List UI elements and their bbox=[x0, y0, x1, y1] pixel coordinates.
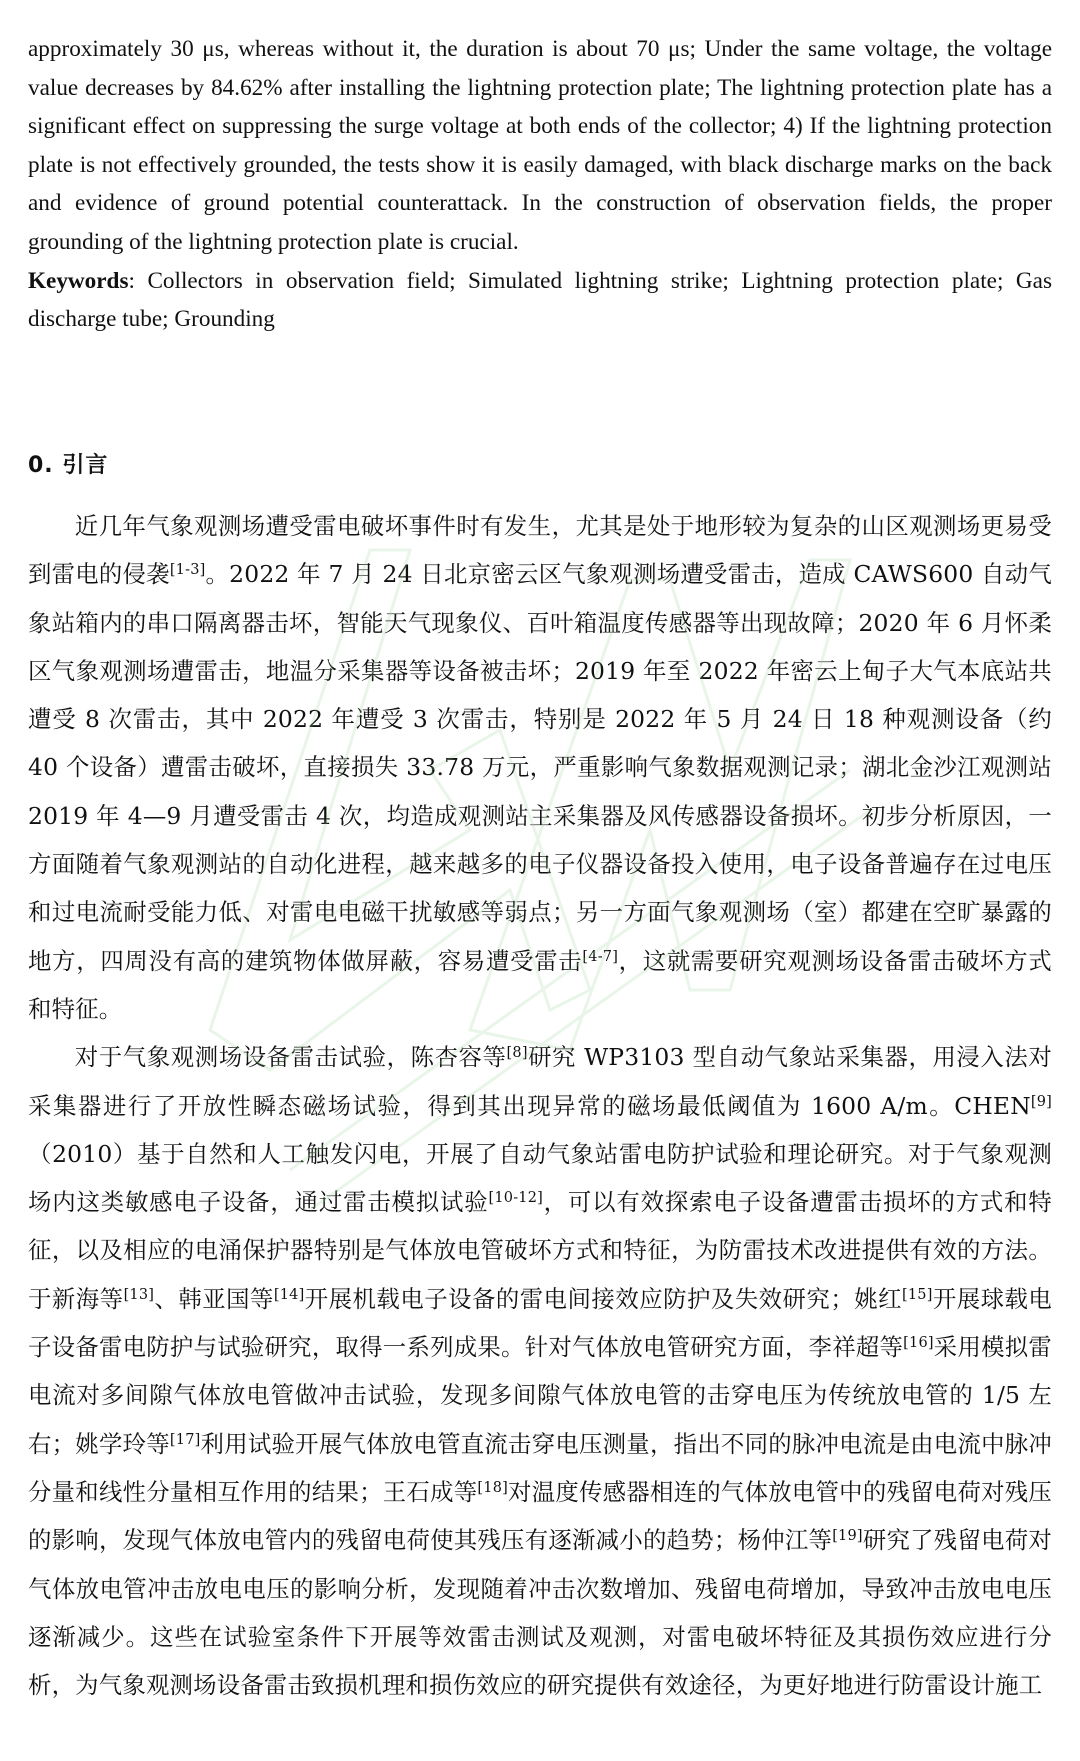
citation[interactable]: [1-3] bbox=[169, 562, 206, 579]
citation[interactable]: [17] bbox=[169, 1431, 201, 1448]
text-run: 对温度传感器相连的气体放电管中的残留电荷对残压的影响，发现气体放电管内的残留电荷使其残压有逐渐减小的趋势；杨仲江等 bbox=[28, 1477, 1052, 1555]
citation[interactable]: [8] bbox=[506, 1045, 528, 1062]
citation[interactable]: [4-7] bbox=[582, 948, 619, 965]
citation[interactable]: [9] bbox=[1030, 1093, 1052, 1110]
text-run: 。2022 年 7 月 24 日北京密云区气象观测场遭受雷击，造成 CAWS600 自动气象站箱内的串口隔离器击坏，智能天气现象仪、百叶箱温度传感器等出现故障；2020 年 6 月怀柔区气象观测场遭雷击，地温分采集器等设备被击坏；2019 年至 2022 年密云上甸子大气本底站共遭受 8 次雷击，其中 2022 年遭受 3 次雷击，特别是 2022 年 5 月 24 日 18 种观测设备（约 40 个设备）遭雷击破坏，直接损失 33.78 万元，严重影响气象数据观测记录；湖北金沙江观测站 2019 年 4—9 月遭受雷击 4 次，均造成观测站主采集器及风传感器设备损坏。初步分析原因，一方面随着气象观测站的自动化进程，越来越多的电子仪器设备投入使用，电子设备普遍存在过电压和过电流耐受能力低、对雷电电磁干扰敏感等弱点；另一方面气象观测场（室）都建在空旷暴露的地方，四周没有高的建筑物体做屏蔽，容易遭受雷击 bbox=[28, 560, 1052, 975]
citation[interactable]: [19] bbox=[832, 1528, 863, 1545]
text-run: ，这就需要研究观测场设备雷击破坏方式和特征。 bbox=[28, 946, 1052, 1023]
abstract-continuation: approximately 30 μs, whereas without it, the duration is about 70 μs; Under the same voltage, the voltage value decreases by 84.62% after installing the lightning protection plate; The lightning protection plate has a significant effect on suppressing the surge voltage at both ends of the collector; 4) If the lightning protection plate is not effectively grounded, the tests show it is easily damaged, with black discharge marks on the back and evidence of ground potential counterattack. In the construction of observation fields, the proper grounding of the lightning protection plate is crucial. bbox=[28, 36, 1052, 255]
text-run: 开展机载电子设备的雷电间接效应防护及失效研究；姚红 bbox=[304, 1284, 902, 1313]
introduction-body bbox=[28, 502, 1052, 1709]
text-run: 对于气象观测场设备雷击试验，陈杏容等 bbox=[74, 1043, 507, 1072]
text-run: 近几年气象观测场遭受雷电破坏事件时有发生，尤其是处于地形较为复杂的山区观测场更易受到雷电的侵袭 bbox=[28, 512, 1052, 589]
text-run: 、韩亚国等 bbox=[154, 1284, 274, 1313]
intro-paragraph-2 bbox=[28, 1033, 1052, 1709]
intro-paragraph-1 bbox=[28, 502, 1052, 1033]
keywords-label: Keywords bbox=[28, 267, 129, 294]
text-run: 利用试验开展气体放电管直流击穿电压测量，指出不同的脉冲电流是由电流中脉冲分量和线性分量相互作用的结果；王石成等 bbox=[28, 1429, 1052, 1506]
citation[interactable]: [18] bbox=[477, 1479, 508, 1496]
citation[interactable]: [15] bbox=[901, 1286, 933, 1303]
citation[interactable]: [13] bbox=[123, 1286, 155, 1303]
citation[interactable]: [10-12] bbox=[488, 1190, 544, 1207]
keywords-text: : Collectors in observation field; Simulated lightning strike; Lightning protection plate; Gas discharge tube; Grounding bbox=[28, 267, 1052, 333]
text-run: 研究 WP3103 型自动气象站采集器，用浸入法对采集器进行了开放性瞬态磁场试验，得到其出现异常的磁场最低阈值为 1600 A/m。CHEN bbox=[28, 1043, 1052, 1120]
citation[interactable]: [14] bbox=[273, 1286, 305, 1303]
text-run: （2010）基于自然和人工触发闪电，开展了自动气象站雷电防护试验和理论研究。对于气象观测场内这类敏感电子设备，通过雷击模拟试验 bbox=[28, 1139, 1052, 1217]
text-run: 开展球载电子设备雷电防护与试验研究，取得一系列成果。针对气体放电管研究方面，李祥超等 bbox=[28, 1284, 1053, 1362]
text-run: ，可以有效探索电子设备遭雷击损坏的方式和特征，以及相应的电涌保护器特别是气体放电管破坏方式和特征，为防雷技术改进提供有效的方法。于新海等 bbox=[28, 1188, 1052, 1313]
page-content bbox=[28, 30, 1053, 1700]
text-run: 研究了残留电荷对气体放电管冲击放电电压的影响分析，发现随着冲击次数增加、残留电荷增加，导致冲击放电电压逐渐减少。这些在试验室条件下开展等效雷击测试及观测，对雷电破坏特征及其损伤效应进行分析，为气象观测场设备雷击致损机理和损伤效应的研究提供有效途径，为更好地进行防雷设计施工 bbox=[28, 1526, 1053, 1700]
text-run: 采用模拟雷电流对多间隙气体放电管做冲击试验，发现多间隙气体放电管的击穿电压为传统放电管的 1/5 左右；姚学玲等 bbox=[28, 1333, 1052, 1458]
citation[interactable]: [16] bbox=[903, 1335, 934, 1352]
section-heading-introduction: 0. 引言 bbox=[28, 453, 109, 478]
keywords-line bbox=[28, 262, 1052, 339]
